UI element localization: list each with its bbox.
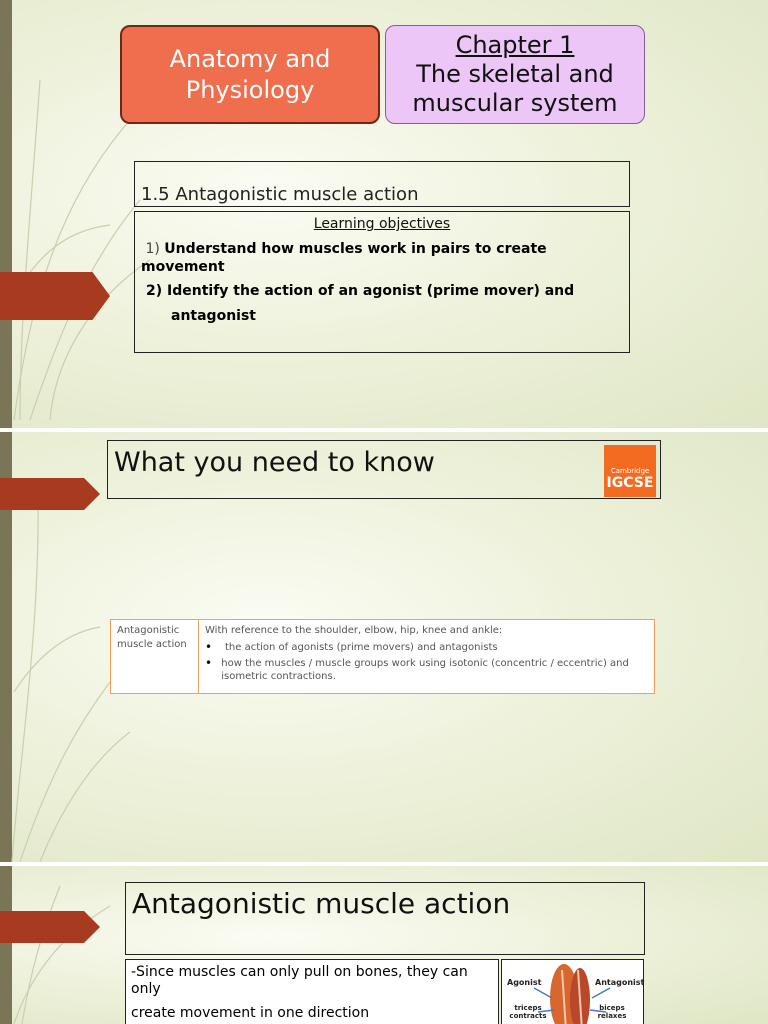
objectives-box	[134, 211, 630, 353]
side-stripe	[0, 0, 12, 428]
spec-bullet-text: the action of agonists (prime movers) and antagonists	[225, 642, 498, 653]
label-biceps: biceps relaxes	[597, 1004, 627, 1020]
section-arrow	[0, 478, 100, 510]
logo-small-text: Cambridge	[610, 467, 650, 475]
spec-table-intro: With reference to the shoulder, elbow, hip, knee and ankle:	[205, 625, 503, 636]
objective-1-text: Understand how muscles work in pairs to create movement	[141, 241, 547, 275]
spec-table-content	[199, 620, 654, 693]
text-line-1: -Since muscles can only pull on bones, they can only	[131, 964, 468, 997]
muscle-diagram	[501, 959, 644, 1024]
slide-3-title: Antagonistic muscle action	[132, 887, 511, 920]
logo-big-text: IGCSE	[606, 475, 654, 491]
subject-title: Anatomy and Physiology	[169, 44, 331, 104]
objective-2-line2: antagonist	[171, 308, 256, 324]
text-box	[125, 959, 499, 1024]
decorative-leaves	[0, 866, 120, 1024]
subject-box	[120, 25, 380, 124]
spec-table	[110, 619, 655, 694]
label-agonist: Agonist	[507, 978, 542, 987]
slide-2	[0, 432, 768, 862]
objective-1	[141, 240, 561, 276]
slide-2-title: What you need to know	[114, 447, 435, 478]
chapter-box	[385, 25, 645, 124]
section-title: 1.5 Antagonistic muscle action	[141, 184, 419, 205]
text-line-2: create movement in one direction	[131, 1005, 370, 1021]
spec-bullet-text: how the muscles / muscle groups work using isotonic (concentric / eccentric) and isometric contractions.	[221, 658, 629, 682]
section-title-box	[134, 161, 630, 207]
section-arrow	[0, 911, 100, 943]
label-triceps: triceps contracts	[509, 1004, 547, 1020]
side-stripe	[0, 866, 12, 1024]
slide-3	[0, 866, 768, 1024]
title-box	[125, 882, 645, 955]
chapter-title: The skeletal and muscular system	[412, 60, 618, 117]
objective-1-number: 1)	[145, 241, 160, 257]
slide-1	[0, 0, 768, 428]
spec-bullet: • the action of agonists (prime movers) and antagonists	[205, 640, 498, 654]
title-box	[107, 440, 661, 499]
spec-table-topic: Antagonistic muscle action	[111, 620, 199, 693]
label-antagonist: Antagonist	[595, 978, 645, 987]
chapter-label: Chapter 1	[455, 31, 575, 59]
igcse-logo	[604, 445, 656, 497]
spec-bullet: • how the muscles / muscle groups work using isotonic (concentric / eccentric) and isometric contractions.	[205, 657, 648, 683]
objectives-heading: Learning objectives	[313, 216, 451, 232]
objective-2-line1: 2) Identify the action of an agonist (prime mover) and	[146, 283, 575, 299]
section-arrow	[0, 272, 110, 320]
